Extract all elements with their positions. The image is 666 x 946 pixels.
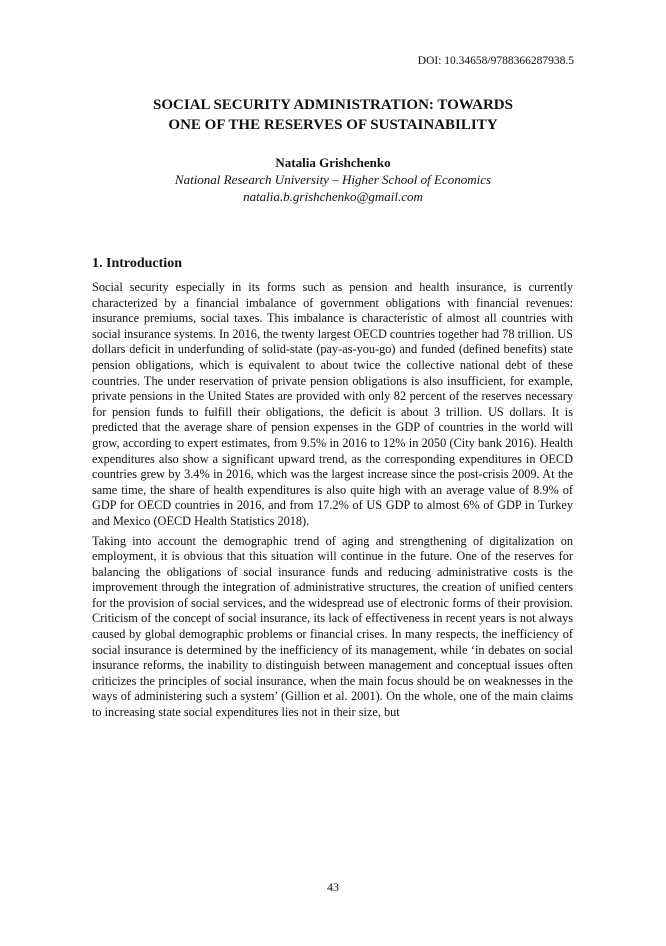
paper-title-line-2: ONE OF THE RESERVES OF SUSTAINABILITY — [168, 117, 498, 133]
body-text — [92, 280, 573, 725]
author-name: Natalia Grishchenko — [275, 155, 391, 170]
paragraph: Social security especially in its forms such as pension and health insurance, is currently characterized by a financial imbalance of government obligations with financial revenues: insurance premiums, social taxes. This imbalance is characteristic of almost all countries with social insurance systems. In 2016, the twenty largest OECD countries together had 78 trillion. US dollars deficit in underfunding of solid-state (pay-as-you-go) and funded (defined benefits) state pension obligations, which is equivalent to about twice the collective national debt of these countries. The under reservation of private pension obligations is also insufficient, for example, private pensions in the United States are provided with only 82 percent of the reserves necessary for pension funds to fulfill their obligations, the deficit is about 3 trillion. US dollars. It is predicted that the average share of pension expenses in the GDP of countries in the world will grow, according to expert estimates, from 9.5% in 2016 to 12% in 2050 (City bank 2016). Health expenditures also show a significant upward trend, as the corresponding expenditures in OECD countries grew by 3.4% in 2016, which was the largest increase since the post-crisis 2009. At the same time, the share of health expenditures is also quite high with an average value of 8.9% of GDP for OECD countries in 2016, and from 17.2% of US GDP to almost 6% of GDP in Turkey and Mexico (OECD Health Statistics 2018). — [92, 280, 573, 528]
author-email: natalia.b.grishchenko@gmail.com — [243, 189, 423, 204]
paragraph: Taking into account the demographic trend of aging and strengthening of digitalization on employment, it is obvious that this situation will continue in the future. One of the reserves for balancing the obligations of social insurance funds and reducing administrative costs is the improvement through the integration of administrative structures, the creation of unified centers for the provision of social services, and the widespread use of electronic forms of their provision. Criticism of the concept of social insurance, its lack of effectiveness in recent years is not always caused by global demographic problems or financial crises. In many respects, the inefficiency of social insurance is determined by the inefficiency of its management, while ‘in debates on social insurance reforms, the inability to distinguish between management and conceptual issues often criticizes the principles of social insurance, when the main focus should be on weaknesses in the ways of administering such a system’ (Gillion et al. 2001). On the whole, one of the main claims to increasing state social expenditures lies not in their size, but — [92, 533, 573, 720]
author-affiliation: National Research University – Higher School of Economics — [174, 172, 492, 187]
paper-title — [92, 95, 574, 135]
page-number: 43 — [327, 880, 339, 894]
doi-reference: DOI: 10.34658/9788366287938.5 — [417, 55, 574, 67]
paper-title-line-1: SOCIAL SECURITY ADMINISTRATION: TOWARDS — [153, 97, 513, 113]
section-heading: 1. Introduction — [92, 256, 182, 271]
author-block — [92, 154, 574, 205]
